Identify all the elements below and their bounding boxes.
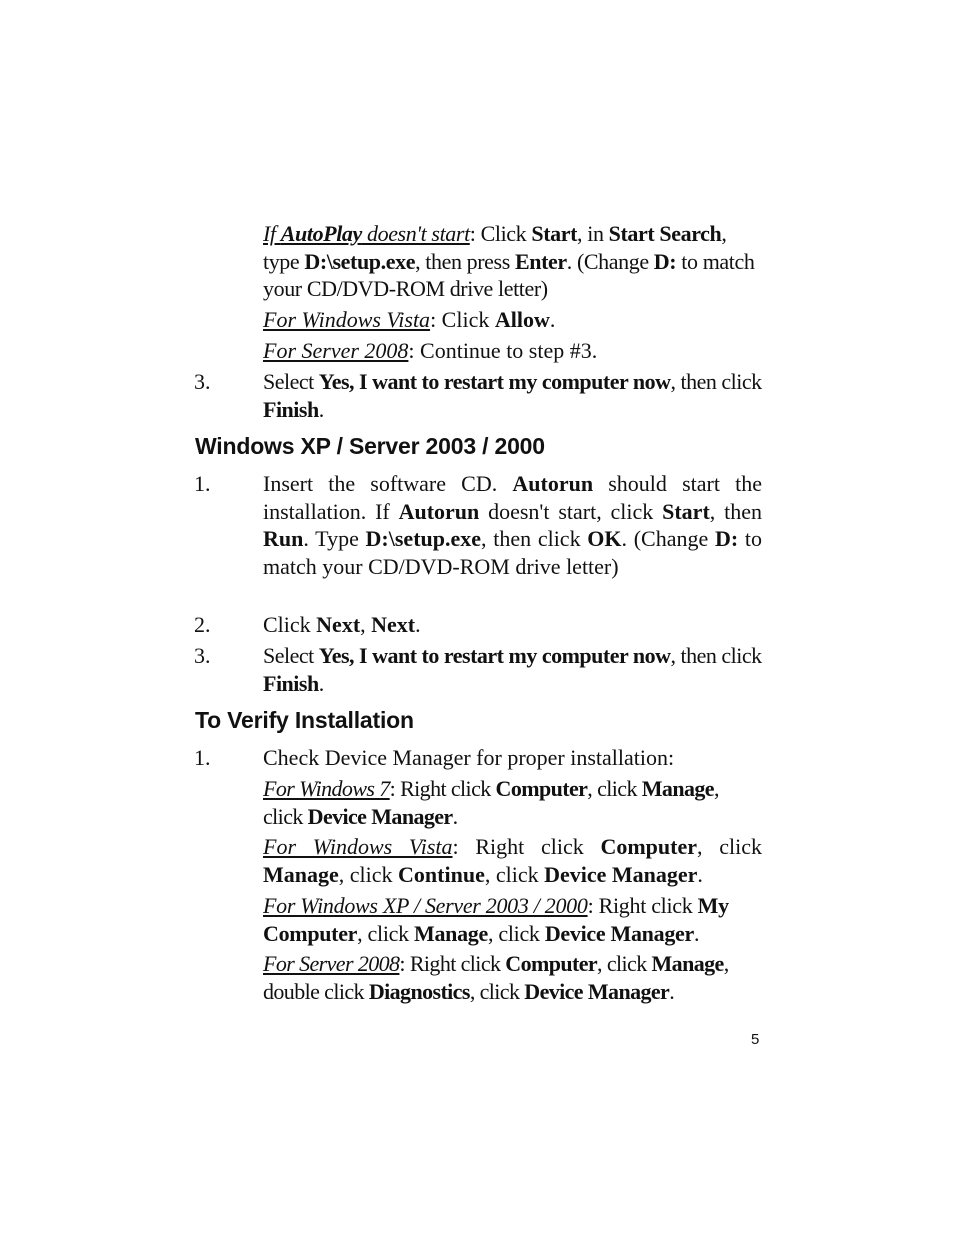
xp-step-1: Insert the software CD. Autorun should start the installation. If Autorun doesn't start, click Start, then Run. Type D:\setup.exe, then click OK. (Change D: to match your CD/DVD-ROM drive letter): [263, 471, 762, 579]
step-number: 3.: [194, 369, 211, 394]
server2008-continue-note: For Server 2008: Continue to step #3.: [263, 338, 598, 363]
xp-step-3: Select Yes, I want to restart my computer now, then click Finish.: [263, 643, 762, 696]
autoplay-paragraph: If AutoPlay doesn't start: Click Start, in Start Search, type D:\setup.exe, then press Enter. (Change D: to match your CD/DVD-ROM drive letter): [263, 221, 755, 301]
win7-instructions: For Windows 7: Right click Computer, click Manage, click Device Manager.: [263, 776, 719, 829]
verify-step-1: Check Device Manager for proper installation:: [263, 745, 675, 770]
section-heading-xp: Windows XP / Server 2003 / 2000: [195, 433, 545, 459]
page-number: 5: [751, 1031, 760, 1048]
xp-step-2: Click Next, Next.: [263, 612, 421, 637]
step-number: 2.: [194, 612, 211, 637]
vista-instructions: For Windows Vista: Right click Computer, click Manage, click Continue, click Device Manager.: [263, 834, 762, 887]
vista-step-3: Select Yes, I want to restart my computer now, then click Finish.: [263, 369, 762, 422]
vista-allow-note: For Windows Vista: Click Allow.: [263, 307, 556, 332]
step-number: 1.: [194, 745, 211, 770]
step-number: 3.: [194, 643, 211, 668]
section-heading-verify: To Verify Installation: [195, 707, 414, 733]
step-number: 1.: [194, 471, 211, 496]
xp-instructions: For Windows XP / Server 2003 / 2000: Right click My Computer, click Manage, click Device Manager.: [263, 893, 729, 946]
server2008-instructions: For Server 2008: Right click Computer, click Manage, double click Diagnostics, click Device Manager.: [263, 951, 729, 1004]
